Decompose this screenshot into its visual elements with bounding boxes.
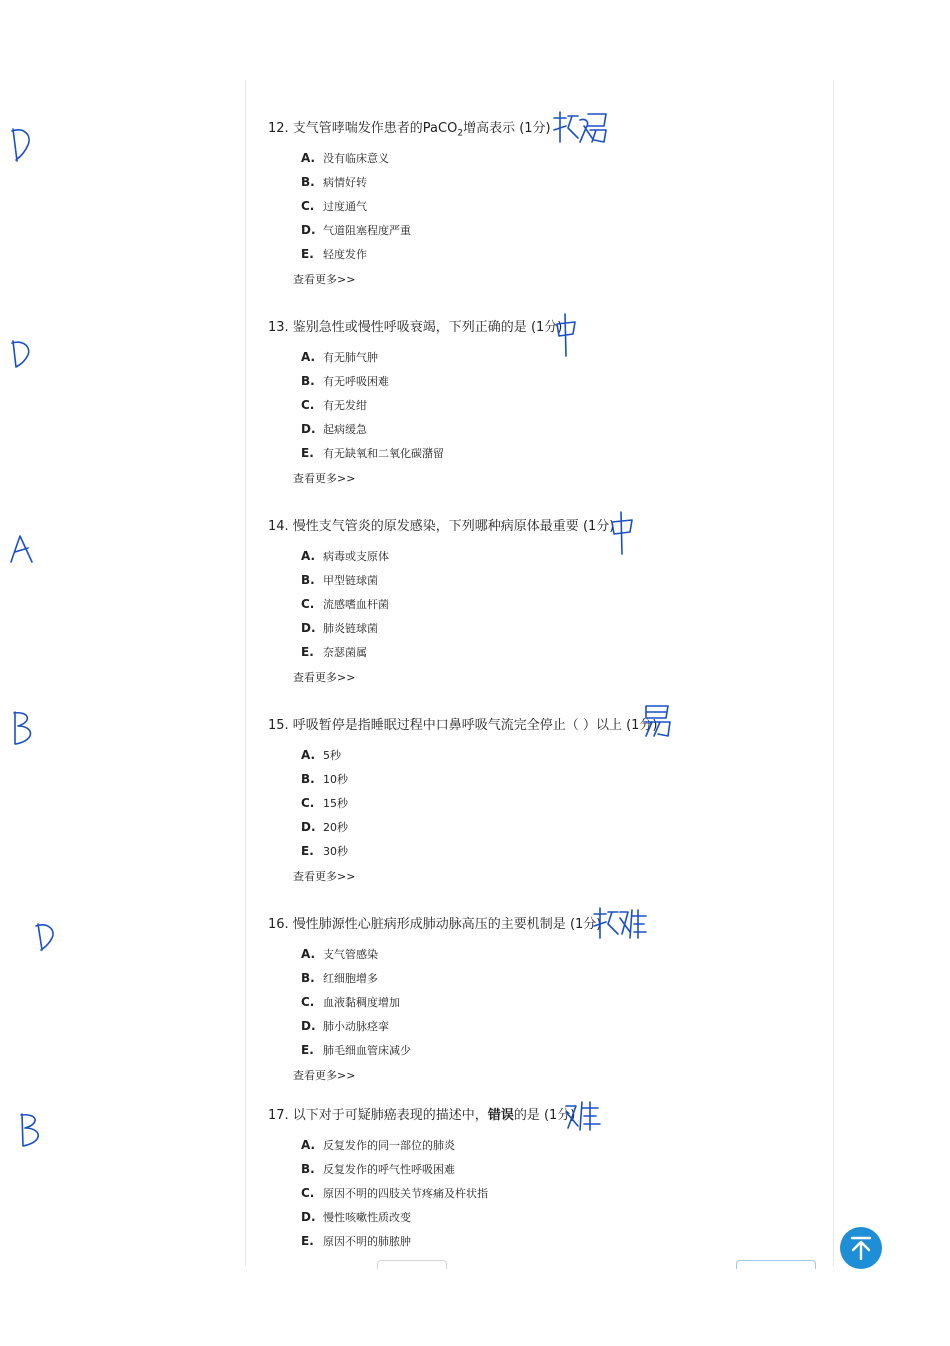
option-a[interactable]: A. 病毒或支原体 [301,549,389,563]
question-text: 12. 支气管哮喘发作患者的PaCO$_2$增高表示 (1分) [268,121,551,139]
option-e[interactable]: E. 奈瑟菌属 [301,645,367,659]
question-12 [268,120,551,286]
question-17 [268,1107,576,1248]
option-a[interactable]: A. 5秒 [301,748,341,762]
bottom-button-partial[interactable] [377,1260,447,1269]
option-b[interactable]: B. 有无呼吸困难 [301,374,389,388]
view-more-link[interactable]: 查看更多>> [293,870,356,883]
option-b[interactable]: B. 病情好转 [301,175,367,189]
option-c[interactable]: C. 有无发绀 [301,398,367,412]
view-more-link[interactable]: 查看更多>> [293,472,356,485]
option-d[interactable]: D. 肺炎链球菌 [301,621,378,635]
handwritten-difficulty-note [590,904,650,944]
handwritten-answer-a [8,532,36,566]
handwritten-answer-b [16,1110,44,1150]
view-more-link[interactable]: 查看更多>> [293,1069,356,1082]
question-text: 17. 以下对于可疑肺癌表现的描述中，错误的是 (1分) [268,1108,576,1123]
option-a[interactable]: A. 没有临床意义 [301,151,389,165]
option-d[interactable]: D. 慢性咳嗽性质改变 [301,1210,411,1224]
question-15 [268,717,658,883]
bottom-button-partial[interactable] [736,1260,816,1269]
option-d[interactable]: D. 气道阻塞程度严重 [301,223,411,237]
handwritten-difficulty-note [608,510,636,556]
option-b[interactable]: B. 反复发作的呼气性呼吸困难 [301,1162,455,1176]
option-a[interactable]: A. 有无肺气肿 [301,350,378,364]
question-14 [268,518,615,684]
question-13 [268,319,563,485]
handwritten-difficulty-note [550,108,610,148]
question-text: 16. 慢性肺源性心脏病形成肺动脉高压的主要机制是 (1分) [268,917,602,932]
option-c[interactable]: C. 原因不明的四肢关节疼痛及杵状指 [301,1186,488,1200]
option-d[interactable]: D. 20秒 [301,820,348,834]
handwritten-answer-d [8,125,34,165]
question-text: 15. 呼吸暂停是指睡眠过程中口鼻呼吸气流完全停止（ ）以上 (1分) [268,718,658,733]
option-b[interactable]: B. 红细胞增多 [301,971,378,985]
option-c[interactable]: C. 血液黏稠度增加 [301,995,400,1009]
question-16 [268,916,602,1082]
option-e[interactable]: E. 30秒 [301,844,348,858]
question-text: 14. 慢性支气管炎的原发感染，下列哪种病原体最重要 (1分) [268,519,615,534]
handwritten-difficulty-note [553,312,579,358]
option-c[interactable]: C. 流感嗜血杆菌 [301,597,389,611]
back-to-top-button[interactable] [840,1227,882,1269]
option-b[interactable]: B. 10秒 [301,772,348,786]
option-a[interactable]: A. 反复发作的同一部位的肺炎 [301,1138,455,1152]
handwritten-difficulty-note [562,1098,604,1134]
option-a[interactable]: A. 支气管感染 [301,947,378,961]
view-more-link[interactable]: 查看更多>> [293,671,356,684]
handwritten-answer-d [32,918,58,954]
option-c[interactable]: C. 过度通气 [301,199,367,213]
handwritten-difficulty-note [640,702,674,742]
option-e[interactable]: E. 肺毛细血管床减少 [301,1043,411,1057]
arrow-up-to-top-icon [840,1227,882,1269]
option-c[interactable]: C. 15秒 [301,796,348,810]
option-d[interactable]: D. 肺小动脉痉挛 [301,1019,389,1033]
option-d[interactable]: D. 起病缓急 [301,422,367,436]
view-more-link[interactable]: 查看更多>> [293,273,356,286]
question-text: 13. 鉴别急性或慢性呼吸衰竭，下列正确的是 (1分) [268,320,563,335]
option-e[interactable]: E. 原因不明的肺脓肿 [301,1234,411,1248]
option-b[interactable]: B. 甲型链球菌 [301,573,378,587]
option-e[interactable]: E. 有无缺氧和二氧化碳潴留 [301,446,444,460]
handwritten-answer-b [10,708,36,748]
handwritten-answer-d [8,337,34,371]
option-e[interactable]: E. 轻度发作 [301,247,367,261]
